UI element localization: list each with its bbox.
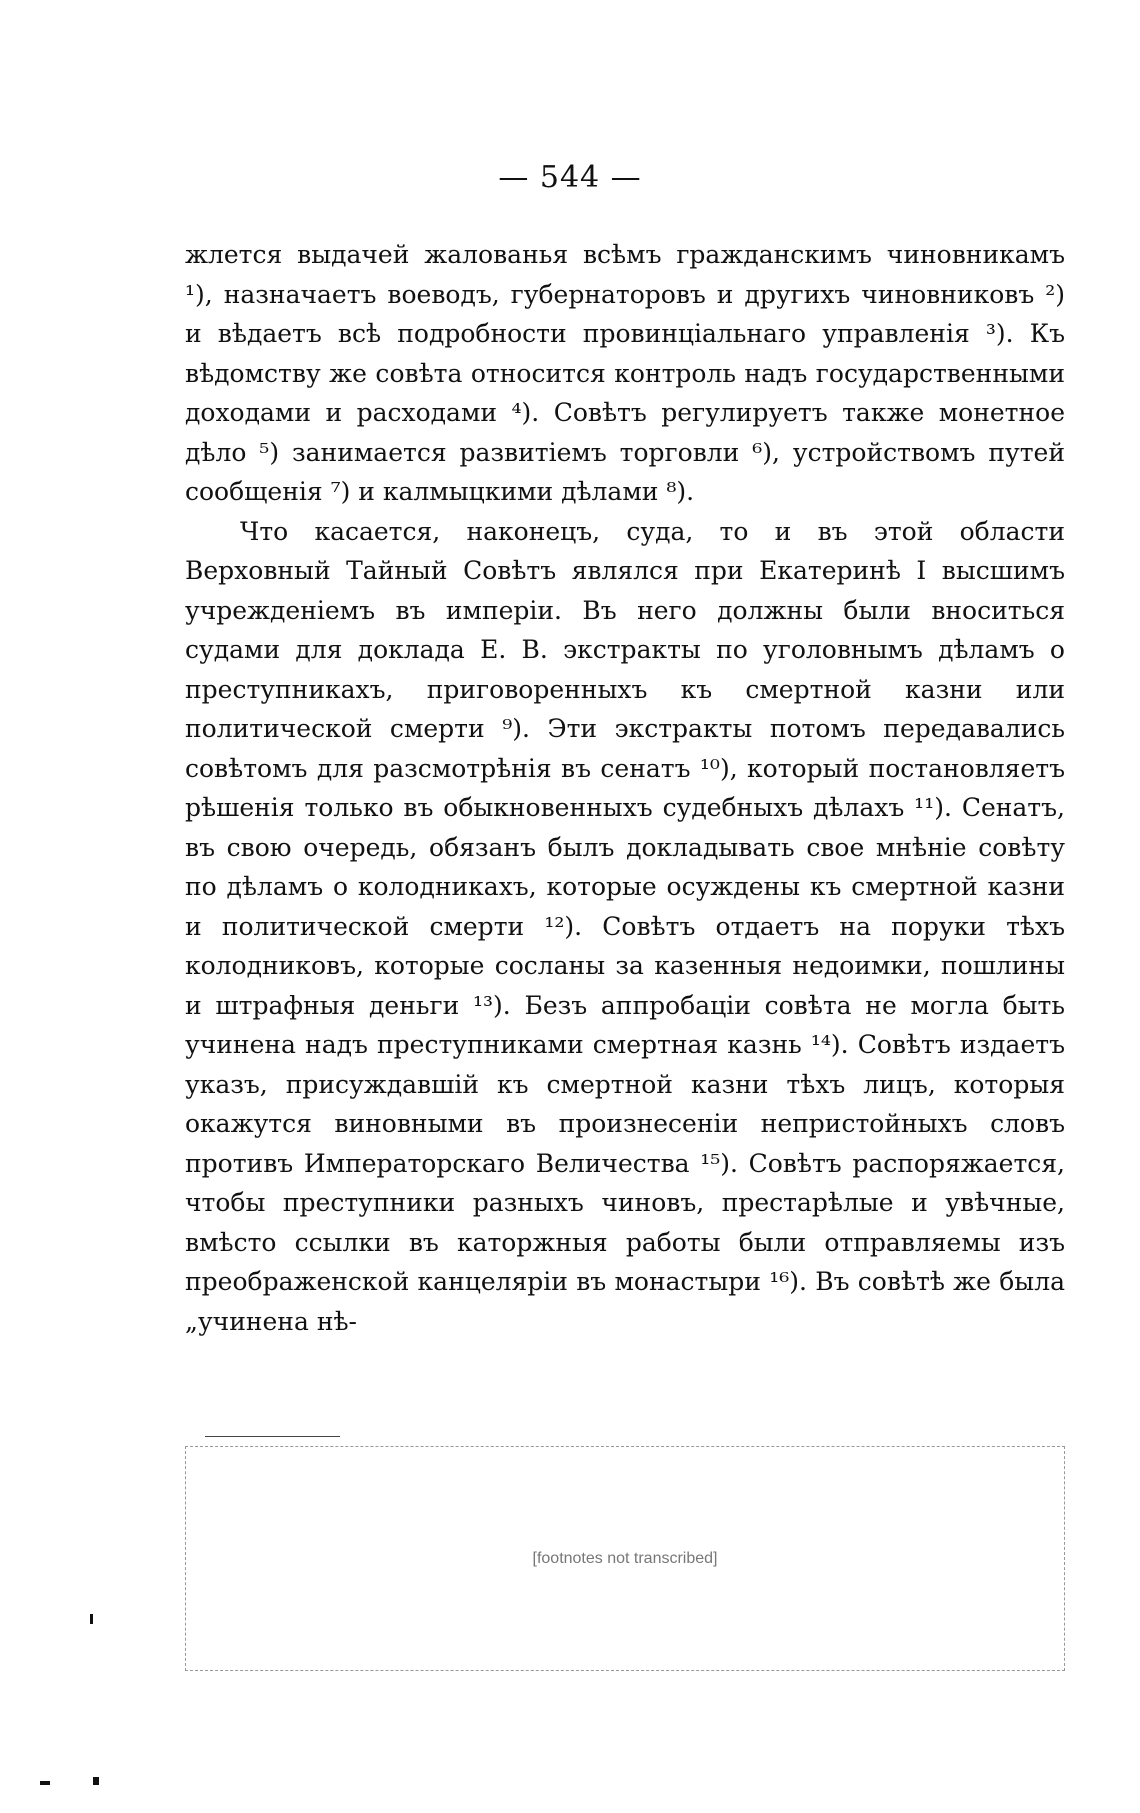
main-text (185, 235, 1065, 1341)
margin-mark (90, 1614, 93, 1624)
scan-speck (40, 1781, 50, 1785)
page-number: — 544 — (498, 160, 642, 195)
paragraph: Что касается, наконецъ, суда, то и въ этой области Верховный Тайный Совѣтъ являлся при Екатеринѣ I высшимъ учрежденіемъ въ имперіи. Въ него должны были вноситься судами для доклада Е. В. экстракты по уголовнымъ дѣламъ о преступникахъ, приговоренныхъ къ смертной казни или политической смерти ⁹). Эти экстракты потомъ передавались совѣтомъ для разсмотрѣнія въ сенатъ ¹⁰), который постановляетъ рѣшенія только въ обыкновенныхъ судебныхъ дѣлахъ ¹¹). Сенатъ, въ свою очередь, обязанъ былъ докладывать свое мнѣніе совѣту по дѣламъ о колодникахъ, которые осуждены къ смертной казни и политической смерти ¹²). Совѣтъ отдаетъ на поруки тѣхъ колодниковъ, которые сосланы за казенныя недоимки, пошлины и штрафныя деньги ¹³). Безъ аппробаціи совѣта не могла быть учинена надъ преступниками смертная казнь ¹⁴). Совѣтъ издаетъ указъ, присуждавшій къ смертной казни тѣхъ лицъ, которыя окажутся виновными въ произнесеніи непристойныхъ словъ противъ Императорскаго Величества ¹⁵). Совѣтъ распоряжается, чтобы преступники разныхъ чиновъ, престарѣлые и увѣчные, вмѣсто ссылки въ каторжныя работы были отправляемы изъ преображенской канцеляріи въ монастыри ¹⁶). Въ совѣтѣ же была „учинена нѣ- (185, 516, 1065, 1336)
paragraph: жлется выдачей жалованья всѣмъ гражданскимъ чиновникамъ ¹), назначаетъ воеводъ, губернаторовъ и другихъ чиновниковъ ²) и вѣдаетъ всѣ подробности провинціальнаго управленія ³). Къ вѣдомству же совѣта относится контроль надъ государственными доходами и расходами ⁴). Совѣтъ регулируетъ также монетное дѣло ⁵) занимается развитіемъ торговли ⁶), устройствомъ путей сообщенія ⁷) и калмыцкими дѣлами ⁸). (185, 240, 1065, 506)
scan-speck (93, 1777, 99, 1785)
footnote-separator (205, 1436, 340, 1437)
footnotes-placeholder: [footnotes not transcribed] (185, 1446, 1065, 1671)
